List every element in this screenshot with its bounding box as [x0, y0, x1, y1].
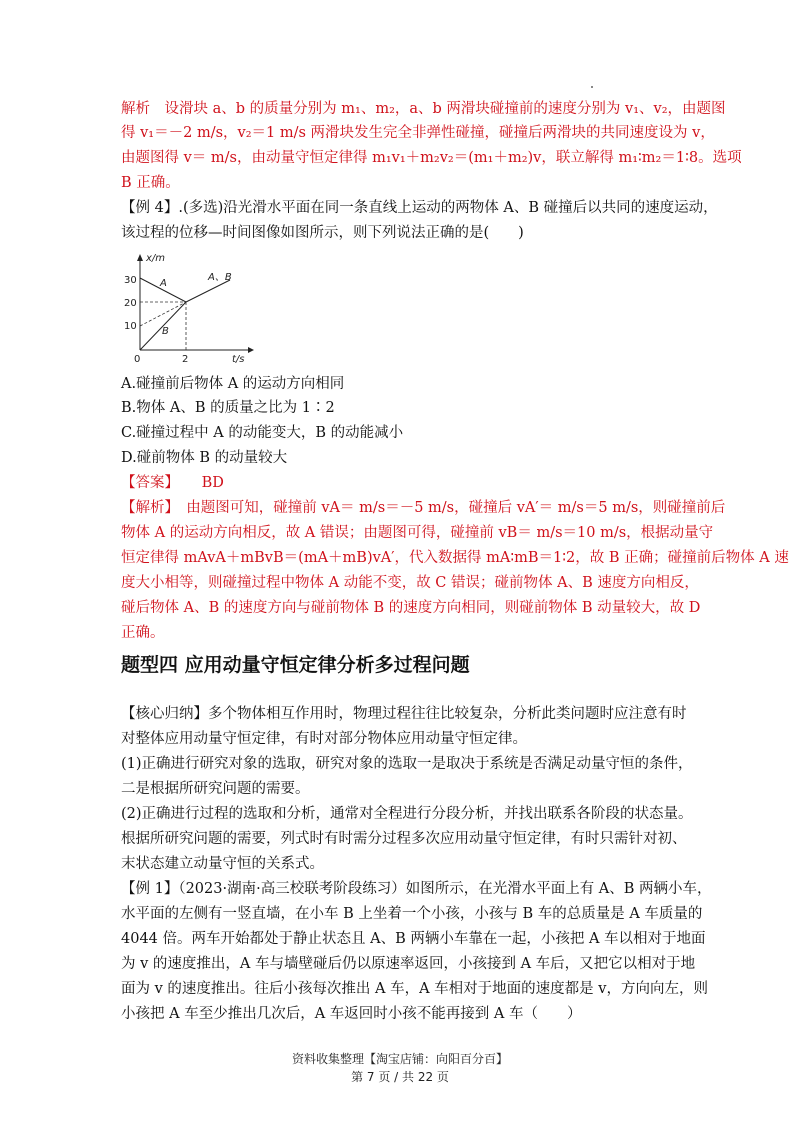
- label-A: A: [160, 278, 167, 289]
- x-axis-arrow: [248, 347, 254, 353]
- example4-question-line-2: 该过程的位移—时间图像如图所示，则下列说法正确的是( ): [121, 225, 524, 241]
- summary-line-1: 【核心归纳】多个物体相互作用时，物理过程往往比较复杂，分析此类问题时应注意有时: [121, 706, 687, 722]
- summary-line-4: 二是根据所研究问题的需要。: [121, 781, 310, 797]
- explanation-line-6: 正确。: [121, 625, 165, 641]
- answer-value: BD: [201, 475, 224, 491]
- example1-line-3: 4044 倍。两车开始都处于静止状态且 A、B 两辆小车靠在一起，小孩把 A 车以相对于地面: [121, 931, 706, 947]
- explanation-line-1: 【解析】 由题图可知，碰撞前 vA＝ m/s＝－5 m/s，碰撞后 vA′＝ m/s＝5 m/s，则碰撞前后: [121, 500, 726, 516]
- origin-tick: 0: [134, 354, 141, 364]
- label-AB: A、B: [208, 272, 232, 283]
- analysis-line-1: 解析 设滑块 a、b 的质量分别为 m₁、m₂，a、b 两滑块碰撞前的速度分别为 v₁、v₂，由题图: [121, 101, 726, 117]
- example4-question-line-1: 【例 4】.(多选)沿光滑水平面在同一条直线上运动的两物体 A、B 碰撞后以共同的速度运动，: [121, 200, 718, 216]
- example1-line-4: 为 v 的速度推出，A 车与墙壁碰后仍以原速率返回，小孩接到 A 车后，又把它以相对于地: [121, 956, 696, 972]
- answer-line: [121, 472, 224, 494]
- option-d: D.碰前物体 B 的动量较大: [121, 450, 288, 466]
- y-tick-20: 20: [124, 298, 137, 309]
- summary-line-3: (1)正确进行研究对象的选取，研究对象的选取一是取决于系统是否满足动量守恒的条件，: [121, 756, 693, 772]
- x-axis-label: t/s: [232, 354, 245, 364]
- analysis-line-4: B 正确。: [121, 175, 180, 191]
- summary-line-6: 根据所研究问题的需要，列式时有时需分过程多次应用动量守恒定律，有时只需针对初、: [121, 831, 687, 847]
- example1-line-2: 水平面的左侧有一竖直墙，在小车 B 上坐着一个小孩，小孩与 B 车的总质量是 A 车质量的: [121, 906, 703, 922]
- analysis-line-2: 得 v₁＝－2 m/s，v₂＝1 m/s 两滑块发生完全非弹性碰撞，碰撞后两滑块的共同速度设为 v，: [121, 125, 715, 141]
- footer-page-number: 第 7 页 / 共 22 页: [351, 1070, 449, 1084]
- option-b: B.物体 A、B 的质量之比为 1∶2: [121, 400, 335, 416]
- label-B: B: [162, 326, 169, 337]
- summary-line-7: 末状态建立动量守恒的关系式。: [121, 856, 324, 872]
- y-axis-arrow: [137, 254, 143, 261]
- explanation-line-4: 度大小相等，则碰撞过程中物体 A 动能不变，故 C 错误；碰前物体 A、B 速度方向相反，: [121, 575, 699, 591]
- footer-source: 资料收集整理【淘宝店铺：向阳百分百】: [291, 1052, 508, 1066]
- x-tick-2: 2: [182, 354, 189, 364]
- y-tick-30: 30: [124, 275, 137, 286]
- example1-line-6: 小孩把 A 车至少推出几次后，A 车返回时小孩不能再接到 A 车（ ）: [121, 1006, 582, 1022]
- explanation-line-3: 恒定律得 mAvA＋mBvB＝(mA＋mB)vA′，代入数据得 mA∶mB＝1∶2，故 B 正确；碰撞前后物体 A 速: [121, 550, 789, 566]
- summary-line-2: 对整体应用动量守恒定律，有时对部分物体应用动量守恒定律。: [121, 731, 527, 747]
- y-axis-label: x/m: [146, 253, 166, 264]
- analysis-line-3: 由题图得 v＝ m/s，由动量守恒定律得 m₁v₁＋m₂v₂＝(m₁＋m₂)v，联立解得 m₁∶m₂＝1∶8。选项: [121, 150, 742, 166]
- guide-slope: [140, 302, 186, 326]
- explanation-line-2: 物体 A 的运动方向相反，故 A 错误；由题图可得，碰撞前 vB＝ m/s＝10 m/s，根据动量守: [121, 525, 714, 541]
- y-tick-10: 10: [124, 321, 137, 332]
- example1-line-5: 面为 v 的速度推出。往后小孩每次推出 A 车，A 车相对于地面的速度都是 v，方向向左，则: [121, 981, 708, 997]
- section-heading: 题型四 应用动量守恒定律分析多过程问题: [121, 654, 470, 676]
- summary-line-5: (2)正确进行过程的选取和分析，通常对全程进行分段分析，并找出联系各阶段的状态量。: [121, 806, 693, 822]
- answer-label: 【答案】: [121, 475, 179, 491]
- position-time-graph: [118, 252, 258, 364]
- option-a: A.碰撞前后物体 A 的运动方向相同: [121, 376, 345, 392]
- option-c: C.碰撞过程中 A 的动能变大，B 的动能减小: [121, 425, 404, 441]
- example1-line-1: 【例 1】（2023·湖南·高三校联考阶段练习）如图所示，在光滑水平面上有 A、B 两辆小车，: [121, 881, 712, 897]
- line-AB: [186, 280, 230, 302]
- explanation-line-5: 碰后物体 A、B 的速度方向与碰前物体 B 的速度方向相同，则碰前物体 B 动量较大，故 D: [121, 600, 701, 616]
- speck-mark: [591, 86, 593, 88]
